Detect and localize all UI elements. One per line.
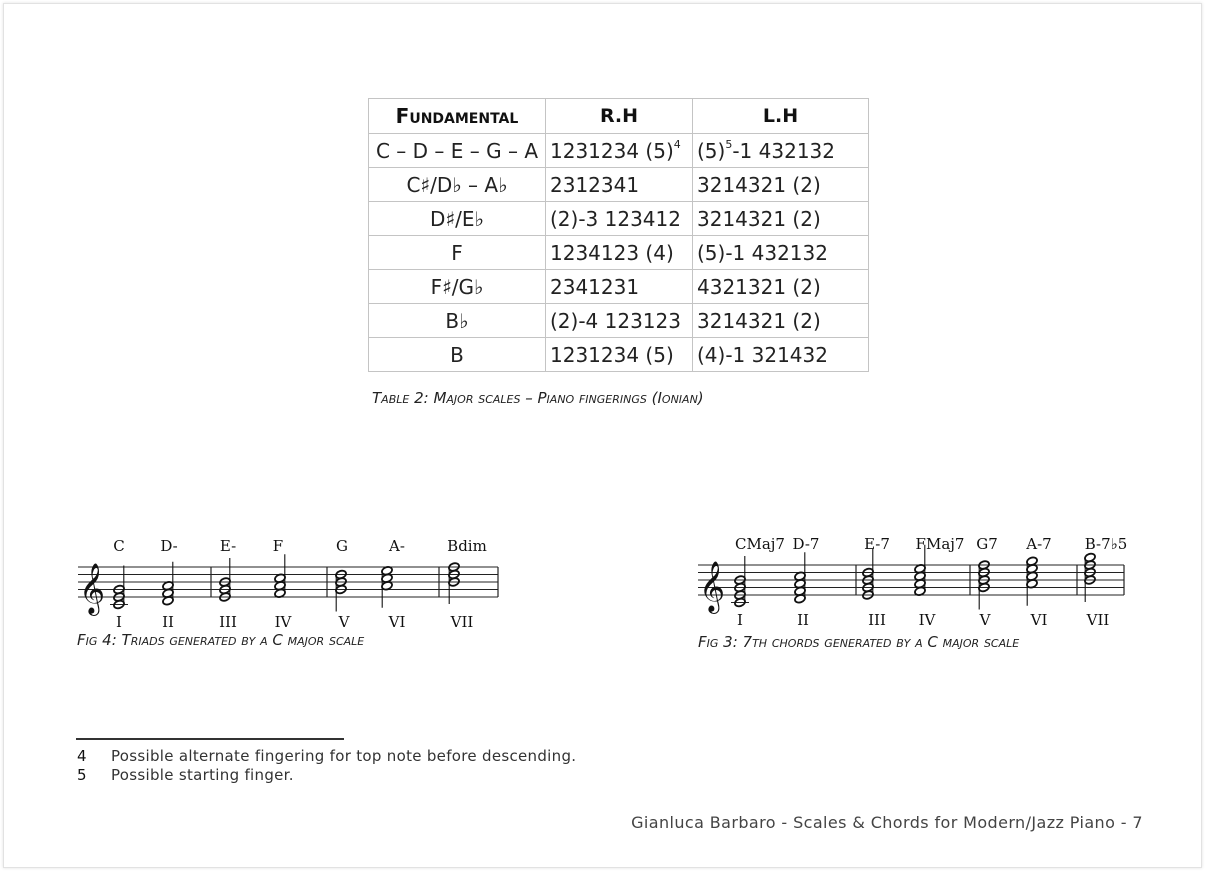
roman-numeral: II bbox=[797, 611, 809, 629]
fundamental-cell: F♯/G♭ bbox=[369, 270, 546, 304]
table-row bbox=[369, 134, 869, 168]
fingering-table bbox=[368, 98, 869, 372]
left-hand-cell: 3214321 (2) bbox=[693, 168, 869, 202]
chord-symbol: B-7♭5 bbox=[1084, 535, 1128, 553]
chord-symbol: F bbox=[272, 537, 284, 555]
roman-numeral: VII bbox=[450, 613, 474, 631]
right-hand-cell: 1231234 $(5)^4$ bbox=[546, 134, 693, 168]
seventh-chords-staff-figure bbox=[690, 528, 1140, 633]
right-hand-cell: 2312341 bbox=[546, 168, 693, 202]
roman-numeral: II bbox=[162, 613, 174, 631]
roman-numeral: I bbox=[116, 613, 122, 631]
chord-symbol: E- bbox=[219, 537, 237, 555]
chord-symbol: G bbox=[336, 537, 348, 555]
header-right-hand: R.H bbox=[546, 99, 693, 134]
fundamental-cell: C♯/D♭ – A♭ bbox=[369, 168, 546, 202]
roman-numeral: V bbox=[338, 613, 350, 631]
roman-numeral: VI bbox=[388, 613, 406, 631]
table-row bbox=[369, 338, 869, 372]
roman-numeral: III bbox=[219, 613, 237, 631]
right-hand-cell: 1234123 (4) bbox=[546, 236, 693, 270]
right-hand-cell: 2341231 bbox=[546, 270, 693, 304]
fundamental-cell: C – D – E – G – A bbox=[369, 134, 546, 168]
table-row bbox=[369, 236, 869, 270]
left-hand-cell: (4)-1 321432 bbox=[693, 338, 869, 372]
roman-numeral: V bbox=[979, 611, 991, 629]
page-footer: Gianluca Barbaro - Scales & Chords for Modern/Jazz Piano - 7 bbox=[631, 813, 1143, 832]
footnote-separator bbox=[76, 738, 344, 740]
footnote-5 bbox=[77, 766, 294, 784]
chord-symbol: Bdim bbox=[447, 537, 487, 555]
header-fundamental: Fundamental bbox=[369, 99, 546, 134]
roman-numeral: I bbox=[737, 611, 743, 629]
chord-symbol: D-7 bbox=[792, 535, 820, 553]
left-hand-cell: 3214321 (2) bbox=[693, 202, 869, 236]
right-hand-cell: (2)-3 123412 bbox=[546, 202, 693, 236]
table-row bbox=[369, 202, 869, 236]
roman-numeral: IV bbox=[274, 613, 292, 631]
treble-clef-icon: 𝄞 bbox=[699, 561, 726, 612]
right-hand-cell: 1231234 (5) bbox=[546, 338, 693, 372]
chord-symbol: CMaj7 bbox=[735, 535, 785, 553]
table-row bbox=[369, 168, 869, 202]
table-caption: Table 2: Major scales – Piano fingerings (Ionian) bbox=[372, 389, 704, 407]
left-hand-cell: 3214321 (2) bbox=[693, 304, 869, 338]
chord-symbol: FMaj7 bbox=[915, 535, 965, 553]
chord-symbol: A-7 bbox=[1026, 535, 1052, 553]
header-left-hand: L.H bbox=[693, 99, 869, 134]
roman-numeral: III bbox=[868, 611, 886, 629]
fundamental-cell: F bbox=[369, 236, 546, 270]
left-hand-cell: (5)-1 432132 bbox=[693, 236, 869, 270]
roman-numeral: IV bbox=[918, 611, 936, 629]
table-row bbox=[369, 304, 869, 338]
table-header-row bbox=[369, 99, 869, 134]
fig3-caption: Fig 3: 7th chords generated by a C major scale bbox=[698, 633, 1020, 651]
table-row bbox=[369, 270, 869, 304]
roman-numeral: VII bbox=[1086, 611, 1110, 629]
left-hand-cell: $(5)^5-1$ 432132 bbox=[693, 134, 869, 168]
chord-symbol: G7 bbox=[976, 535, 998, 553]
fundamental-cell: B♭ bbox=[369, 304, 546, 338]
roman-numeral: VI bbox=[1030, 611, 1048, 629]
footnote-number: 5 bbox=[77, 766, 87, 784]
footnote-number: 4 bbox=[77, 747, 87, 765]
chord-symbol: C bbox=[113, 537, 125, 555]
fundamental-cell: D♯/E♭ bbox=[369, 202, 546, 236]
footnote-text: Possible starting finger. bbox=[111, 766, 294, 784]
footnote-4 bbox=[77, 747, 576, 765]
treble-clef-icon: 𝄞 bbox=[79, 563, 106, 614]
footnote-text: Possible alternate fingering for top note before descending. bbox=[111, 747, 577, 765]
chord-symbol: D- bbox=[160, 537, 178, 555]
fundamental-cell: B bbox=[369, 338, 546, 372]
chord-symbol: A- bbox=[389, 537, 405, 555]
footnote-ref: 5 bbox=[725, 137, 733, 151]
footnote-ref: 4 bbox=[673, 137, 681, 151]
chord-symbol: E-7 bbox=[864, 535, 890, 553]
left-hand-cell: 4321321 (2) bbox=[693, 270, 869, 304]
fig4-caption: Fig 4: Triads generated by a C major scale bbox=[77, 631, 365, 649]
triads-staff-figure bbox=[70, 530, 510, 635]
right-hand-cell: (2)-4 123123 bbox=[546, 304, 693, 338]
